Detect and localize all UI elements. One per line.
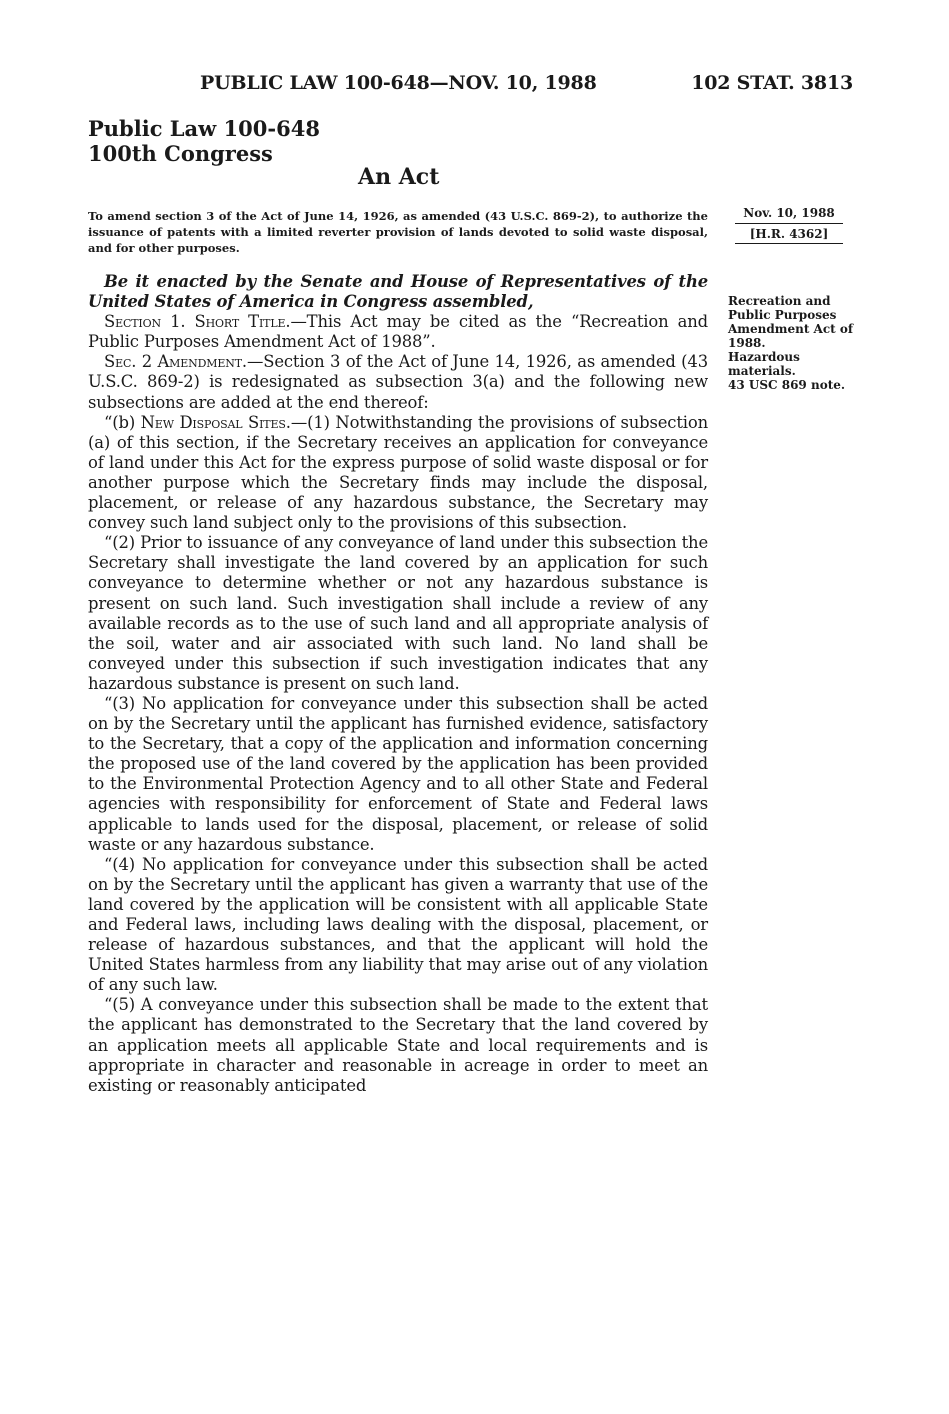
date-rule	[735, 223, 843, 224]
act-body	[88, 272, 708, 1096]
margin-note-short-title: Recreation and Public Purposes Amendment Act of 1988.	[728, 294, 854, 350]
subsection-b-heading: New Disposal Sites.	[140, 412, 291, 432]
paragraph-4: “(4) No application for conveyance under this subsection shall be acted on by the Secretary until the applicant has given a warranty that use of the land covered by the application will be consistent with all applicable State and Federal laws, including laws dealing with the disposal, placement, or release of hazardous substances, and that the applicant will hold the United States harmless from any liability that may arise out of any violation of any such law.	[88, 854, 708, 995]
act-heading: An Act	[358, 164, 440, 190]
section-1-heading: Section 1. Short Title.	[104, 312, 291, 332]
section-2-text: —Section 3 of the Act of June 14, 1926, as amended (43 U.S.C. 869-2) is redesignated as subsection 3(a) and the following new subsections are added at the end thereof:	[88, 352, 708, 412]
public-law-number: Public Law 100-648	[88, 116, 320, 141]
congress-number: 100th Congress	[88, 141, 273, 166]
subsection-b	[88, 413, 708, 534]
stat-page-number: 102 STAT. 3813	[691, 72, 853, 94]
margin-notes	[728, 294, 858, 392]
enactment-date: Nov. 10, 1988	[743, 206, 835, 220]
bill-number: [H.R. 4362]	[735, 225, 843, 244]
law-identifier	[88, 116, 320, 166]
section-1-text: —This Act may be cited as the “Recreation and Public Purposes Amendment Act of 1988”.	[88, 312, 708, 352]
margin-note-usc: 43 USC 869 note.	[728, 378, 846, 392]
margin-note-hazardous: Hazardous materials.	[728, 350, 800, 378]
paragraph-5: “(5) A conveyance under this subsection shall be made to the extent that the applicant has demonstrated to the Secretary that the land covered by an application meets all applicable State and local requirements and is appropriate in character and reasonable in acreage in order to meet an existing or reasonably anticipated	[88, 995, 708, 1095]
subsection-b-prefix: “(b)	[104, 412, 141, 432]
enacting-clause: Be it enacted by the Senate and House of Representatives of the United States of America in Congress assembled,	[88, 272, 708, 312]
running-head: PUBLIC LAW 100-648—NOV. 10, 1988	[200, 72, 597, 94]
paragraph-3: “(3) No application for conveyance under this subsection shall be acted on by the Secretary until the applicant has furnished evidence, satisfactory to the Secretary, that a copy of the application and information concerning the proposed use of the land covered by the application has been provided to the Environmental Protection Agency and to all other State and Federal agencies with responsibility for enforcement of State and Federal laws applicable to lands used for the disposal, placement, or release of solid waste or any hazardous substance.	[88, 693, 708, 854]
purpose-statement: To amend section 3 of the Act of June 14, 1926, as amended (43 U.S.C. 869-2), to authorize the issuance of patents with a limited reverter provision of lands devoted to solid waste disposal, and for other purposes.	[88, 209, 708, 255]
paragraph-2: “(2) Prior to issuance of any conveyance of land under this subsection the Secretary shall investigate the land covered by an application for such conveyance to determine whether or not any hazardous substance is present on such land. Such investigation shall include a review of any available records as to the use of such land and all appropriate analysis of the soil, water and air associated with such land. No land shall be conveyed under this subsection if such investigation indicates that any hazardous substance is present on such land.	[88, 533, 708, 693]
section-2	[88, 352, 708, 412]
section-2-heading: Sec. 2 Amendment.	[104, 352, 247, 372]
section-1	[88, 312, 708, 352]
subsection-b-text: —(1) Notwithstanding the provisions of subsection (a) of this section, if the Secretary receives an application for conveyance of land under this Act for the express purpose of solid waste disposal or for another purpose which the Secretary finds may include the disposal, placement, or release of any hazardous substance, the Secretary may convey such land subject only to the provisions of this subsection.	[88, 412, 708, 533]
date-box	[735, 204, 843, 244]
